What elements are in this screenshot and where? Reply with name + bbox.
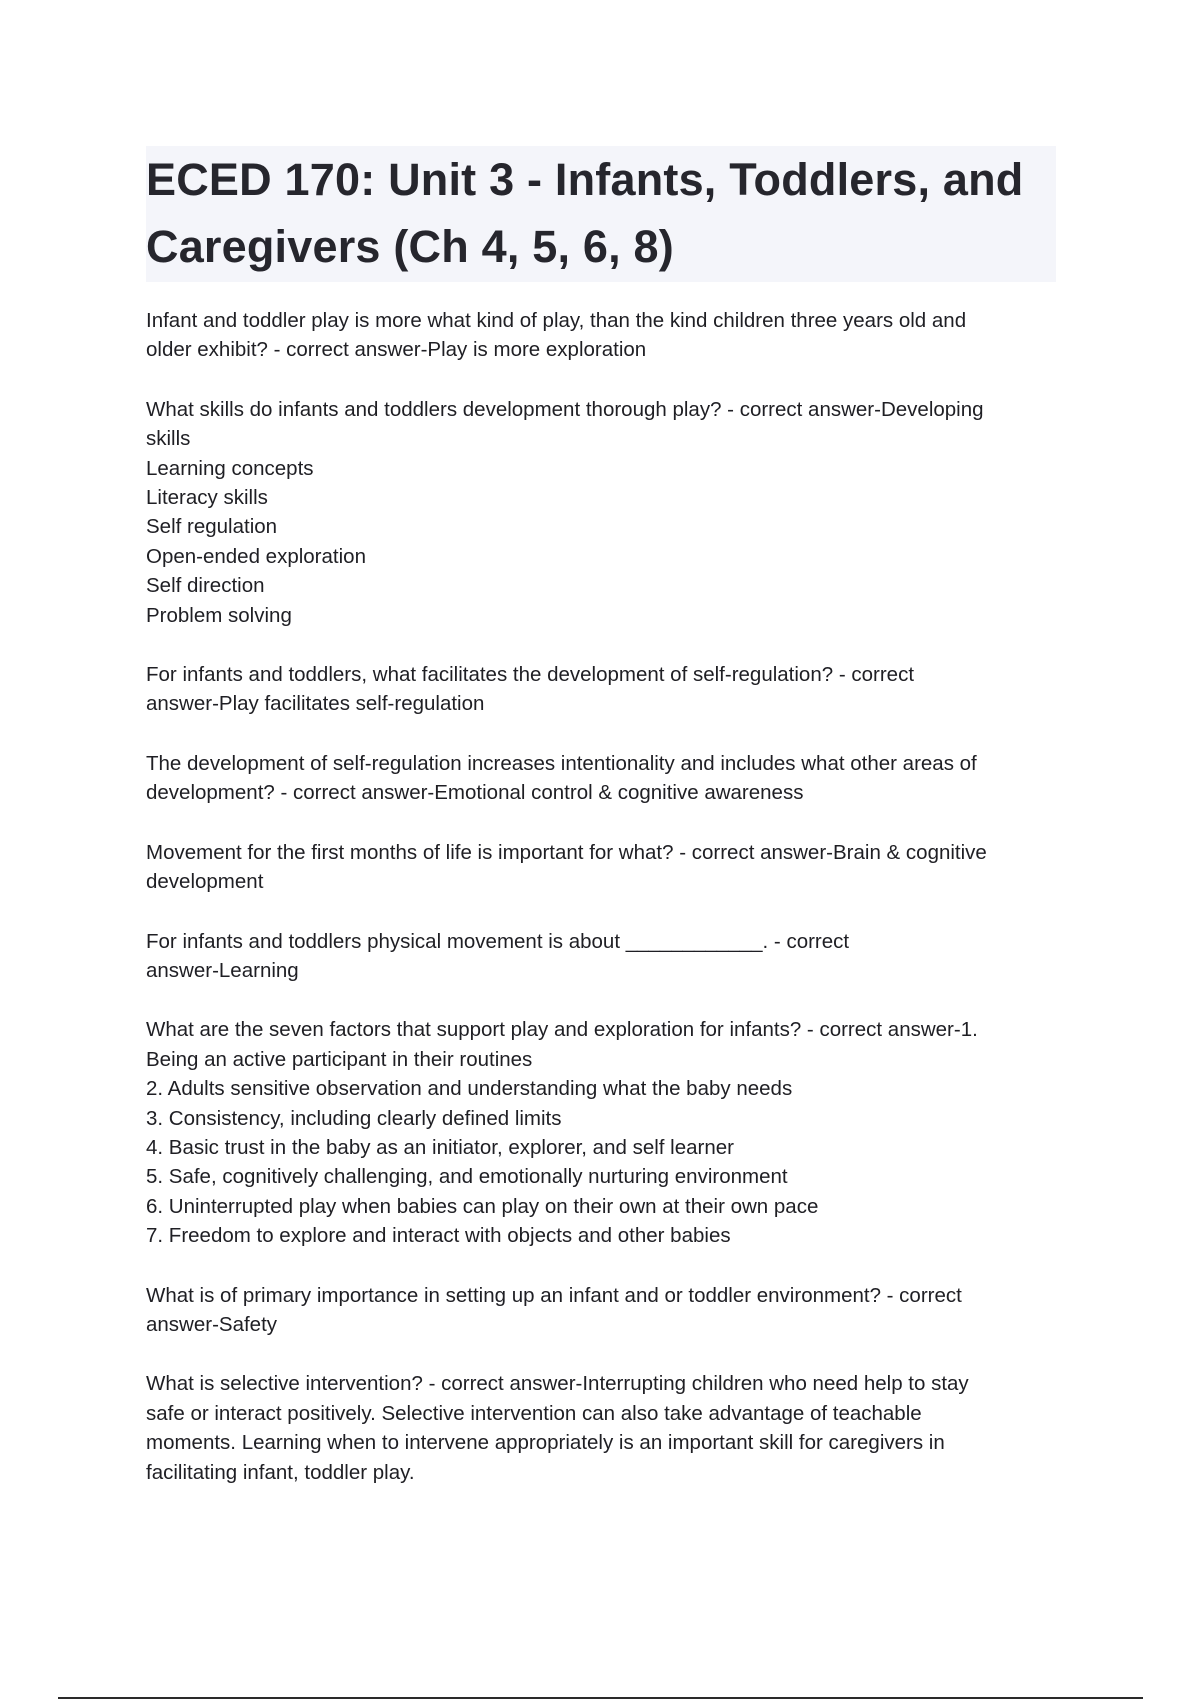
qa-text-line: For infants and toddlers physical movement is about ____________. - correct — [146, 929, 850, 953]
footer-divider — [58, 1697, 1143, 1699]
qa-text-line: What skills do infants and toddlers development thorough play? - correct answer-Developing — [146, 397, 984, 421]
qa-text-line: What is of primary importance in setting up an infant and or toddler environment? - correct — [146, 1283, 962, 1307]
qa-text-line: safe or interact positively. Selective intervention can also take advantage of teachable — [146, 1401, 922, 1425]
qa-text-line: moments. Learning when to intervene appropriately is an important skill for caregivers in — [146, 1431, 945, 1455]
qa-text-line: older exhibit? - correct answer-Play is more exploration — [146, 338, 647, 362]
qa-text-line: The development of self-regulation increases intentionality and includes what other areas of — [146, 751, 977, 775]
qa-text-line: Learning concepts — [146, 456, 314, 480]
qa-item — [146, 1015, 1066, 1250]
qa-text-line: Self direction — [146, 574, 265, 598]
qa-item — [146, 1369, 1066, 1487]
qa-text-line: 6. Uninterrupted play when babies can play on their own at their own pace — [146, 1194, 819, 1218]
qa-text-line: 4. Basic trust in the baby as an initiator, explorer, and self learner — [146, 1135, 734, 1159]
qa-text-line: Being an active participant in their routines — [146, 1047, 533, 1071]
qa-text-line: answer-Play facilitates self-regulation — [146, 692, 485, 716]
qa-text-line: Movement for the first months of life is important for what? - correct answer-Brain & cognitive — [146, 840, 987, 864]
qa-text-line: Open-ended exploration — [146, 544, 366, 568]
qa-text-line: For infants and toddlers, what facilitates the development of self-regulation? - correct — [146, 663, 915, 687]
qa-text-line: Self regulation — [146, 515, 278, 539]
qa-text-line: 2. Adults sensitive observation and understanding what the baby needs — [146, 1077, 793, 1101]
qa-text-line: answer-Learning — [146, 958, 299, 982]
qa-item — [146, 395, 1066, 630]
qa-item — [146, 660, 1066, 719]
qa-text-line: skills — [146, 427, 191, 451]
qa-text-line: What is selective intervention? - correct answer-Interrupting children who need help to stay — [146, 1372, 969, 1396]
qa-item — [146, 838, 1066, 897]
qa-text-line: development? - correct answer-Emotional control & cognitive awareness — [146, 781, 804, 805]
qa-text-line: facilitating infant, toddler play. — [146, 1460, 415, 1484]
qa-text-line: development — [146, 870, 264, 894]
qa-item — [146, 1281, 1066, 1340]
qa-text-line: Infant and toddler play is more what kind of play, than the kind children three years old and — [146, 309, 967, 332]
page-title: ECED 170: Unit 3 - Infants, Toddlers, and Caregivers (Ch 4, 5, 6, 8) — [146, 154, 1024, 272]
qa-item — [146, 306, 1066, 365]
qa-text-line: 5. Safe, cognitively challenging, and emotionally nurturing environment — [146, 1165, 788, 1189]
qa-text-line: What are the seven factors that support play and exploration for infants? - correct answer-1. — [146, 1018, 978, 1042]
qa-text-line: 7. Freedom to explore and interact with objects and other babies — [146, 1224, 731, 1248]
qa-text-line: 3. Consistency, including clearly defined limits — [146, 1106, 562, 1130]
qa-text-line: answer-Safety — [146, 1312, 278, 1336]
title-banner — [146, 146, 1056, 282]
qa-item — [146, 749, 1066, 808]
qa-text-line: Problem solving — [146, 603, 292, 627]
qa-item — [146, 927, 1066, 986]
qa-text-line: Literacy skills — [146, 486, 268, 510]
qa-list — [146, 306, 1066, 1517]
